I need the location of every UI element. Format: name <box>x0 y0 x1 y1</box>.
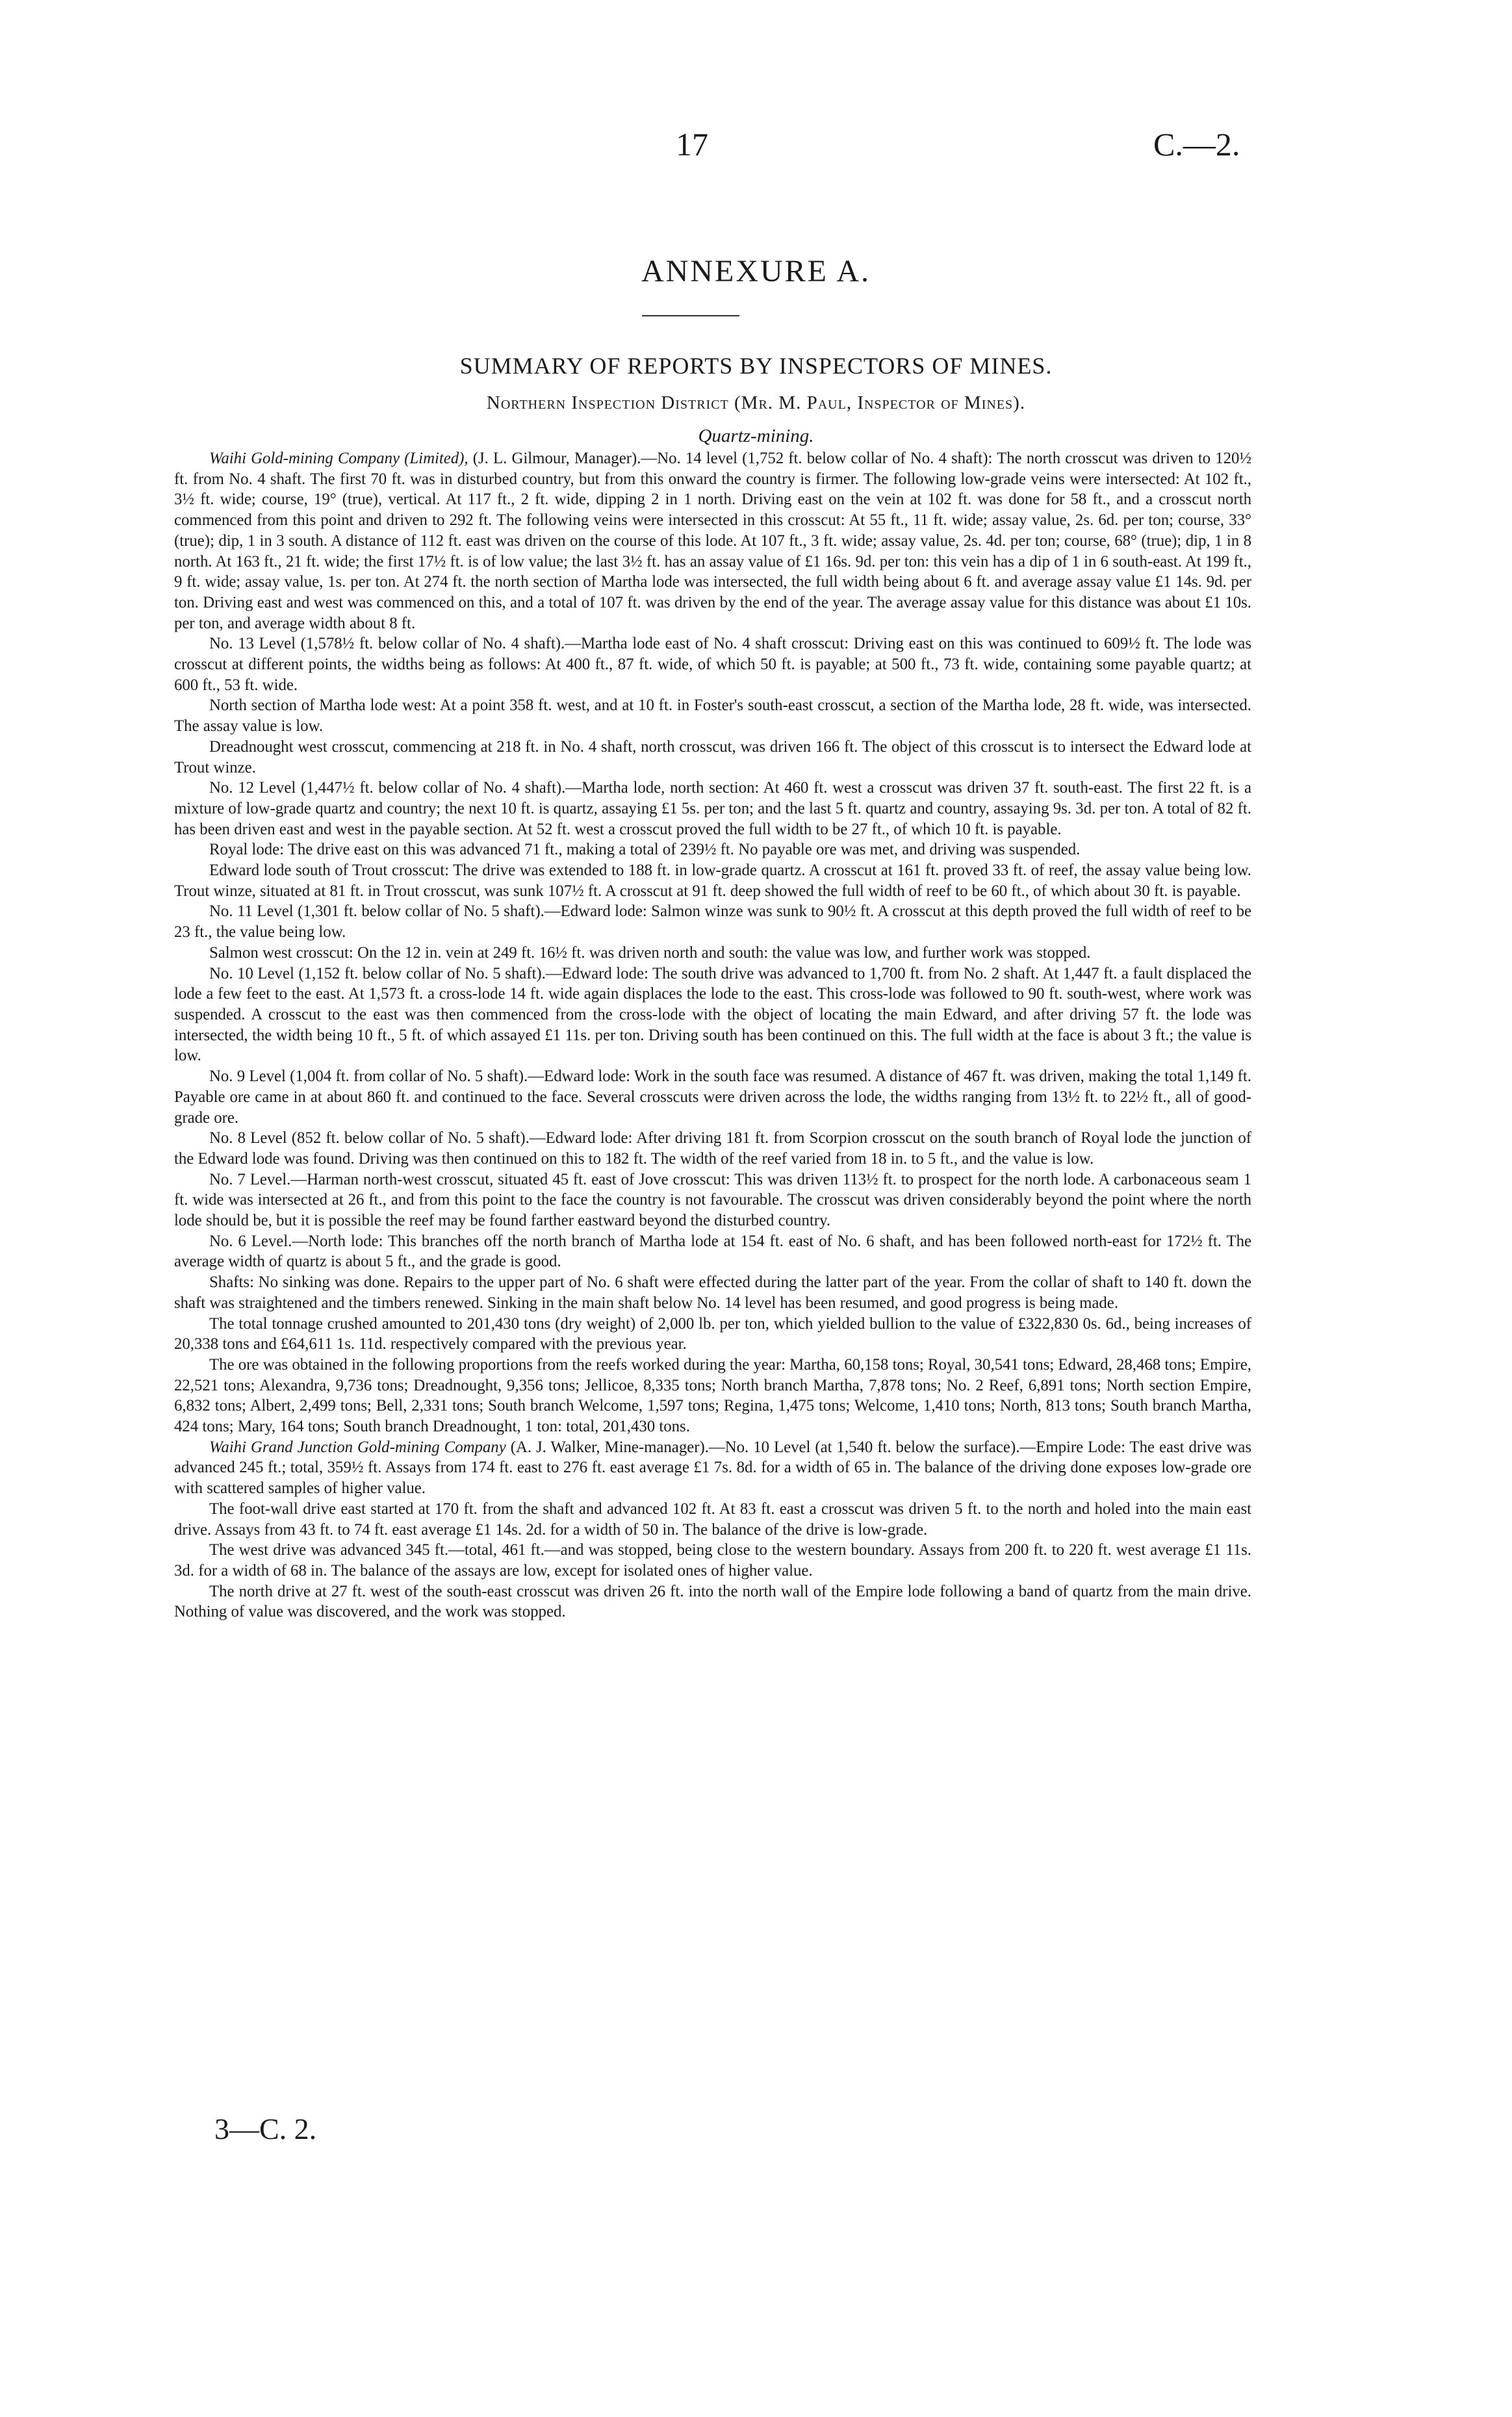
paragraph: The total tonnage crushed amounted to 201,430 tons (dry weight) of 2,000 lb. per ton, which yielded bullion to the value of £322,830 0s. 6d., being increases of 20,338 tons and £64,611 1s. 11d. respectively compared with the previous year. <box>174 1314 1251 1353</box>
page-number: 17 <box>676 126 708 162</box>
paragraph: The ore was obtained in the following proportions from the reefs worked during the year: Martha, 60,158 tons; Royal, 30,541 tons; Edward, 28,468 tons; Empire, 22,521 tons; Alexandra, 9,736 tons; Dreadnought, 9,356 tons; Jellicoe, 8,335 tons; North branch Martha, 7,878 tons; No. 2 Reef, 6,891 tons; North section Empire, 6,832 tons; Albert, 2,499 tons; Bell, 2,331 tons; South branch Welcome, 1,597 tons; Regina, 1,475 tons; Welcome, 1,410 tons; North, 813 tons; South branch Martha, 424 tons; Mary, 164 tons; South branch Dreadnought, 1 ton: total, 201,430 tons. <box>174 1355 1251 1436</box>
district-heading: Northern Inspection District (Mr. M. Paul, Inspector of Mines). <box>486 392 1026 413</box>
document-reference: C.—2. <box>1153 126 1240 162</box>
company-name: Waihi Grand Junction Gold-mining Company <box>209 1438 506 1456</box>
paragraph: Salmon west crosscut: On the 12 in. vein at 249 ft. 16½ ft. was driven north and south: the value was low, and further work was stopped. <box>209 943 1091 962</box>
paragraph: No. 12 Level (1,447½ ft. below collar of No. 4 shaft).—Martha lode, north section: At 460 ft. west a crosscut was driven 37 ft. south-east. The first 22 ft. is a mixture of low-grade quartz and country; the next 10 ft. is quartz, assaying £1 5s. per ton; and the last 5 ft. quartz and country, assaying 9s. 3d. per ton. A total of 82 ft. has been driven east and west in the payable section. At 52 ft. west a crosscut proved the full width to be 27 ft., of which 10 ft. is payable. <box>174 779 1251 838</box>
paragraph: North section of Martha lode west: At a point 358 ft. west, and at 10 ft. in Foster's south-east crosscut, a section of the Martha lode, 28 ft. wide, was intersected. The assay value is low. <box>174 697 1251 735</box>
paragraph: Shafts: No sinking was done. Repairs to the upper part of No. 6 shaft were effected during the latter part of the year. From the collar of shaft to 140 ft. down the shaft was straightened and the timbers renewed. Sinking in the main shaft below No. 14 level has been resumed, and good progress is being made. <box>174 1273 1251 1312</box>
paragraph: The north drive at 27 ft. west of the south-east crosscut was driven 26 ft. into the north wall of the Empire lode following a band of quartz from the main drive. Nothing of value was discovered, and the work was stopped. <box>174 1582 1251 1621</box>
signature-mark: 3—C. 2. <box>214 2112 317 2145</box>
section-heading: Quartz-mining. <box>698 426 814 446</box>
paragraph: No. 9 Level (1,004 ft. from collar of No. 5 shaft).—Edward lode: Work in the south face was resumed. A distance of 467 ft. was driven, making the total 1,149 ft. Payable ore came in at about 860 ft. and continued to the face. Several crosscuts were driven across the lode, the widths ranging from 13½ ft. to 22½ ft., all of good-grade ore. <box>174 1068 1251 1127</box>
paragraph: No. 7 Level.—Harman north-west crosscut, situated 45 ft. east of Jove crosscut: This was driven 113½ ft. to prospect for the north lode. A carbonaceous seam 1 ft. wide was intersected at 26 ft., and from this point to the face the country is not favourable. The crosscut was driven considerably beyond the point where the north lode should be, but it is possible the reef may be found farther eastward beyond the disturbed country. <box>174 1170 1251 1230</box>
paragraph <box>174 448 1251 633</box>
paragraph: Royal lode: The drive east on this was advanced 71 ft., making a total of 239½ ft. No payable ore was met, and driving was suspended. <box>209 841 1081 859</box>
paragraph: Dreadnought west crosscut, commencing at 218 ft. in No. 4 shaft, north crosscut, was driven 166 ft. The object of this crosscut is to intersect the Edward lode at Trout winze. <box>174 737 1251 776</box>
annexure-title: ANNEXURE A. <box>641 254 871 288</box>
paragraph: No. 8 Level (852 ft. below collar of No. 5 shaft).—Edward lode: After driving 181 ft. from Scorpion crosscut on the south branch of Royal lode the junction of the Edward lode was found. Driving was then continued on this to 182 ft. The width of the reef varied from 18 in. to 5 ft., and the value is low. <box>174 1129 1251 1168</box>
title-divider <box>642 315 739 316</box>
paragraph: No. 11 Level (1,301 ft. below collar of No. 5 shaft).—Edward lode: Salmon winze was sunk to 90½ ft. A crosscut at this depth proved the full width of reef to be 23 ft., the value being low. <box>174 902 1251 941</box>
paragraph: The west drive was advanced 345 ft.—total, 461 ft.—and was stopped, being close to the western boundary. Assays from 200 ft. to 220 ft. west average £1 11s. 3d. for a width of 68 in. The balance of the assays are low, except for isolated ones of higher value. <box>174 1541 1251 1579</box>
paragraph <box>174 1437 1251 1499</box>
paragraph: No. 13 Level (1,578½ ft. below collar of No. 4 shaft).—Martha lode east of No. 4 shaft crosscut: Driving east on this was continued to 609½ ft. The lode was crosscut at different points, the widths being as follows: At 400 ft., 87 ft. wide, of which 50 ft. is payable; at 500 ft., 73 ft. wide, containing some payable quartz; at 600 ft., 53 ft. wide. <box>174 635 1251 694</box>
paragraph-text: (A. J. Walker, Mine-manager).—No. 10 Level (at 1,540 ft. below the surface).—Empire Lode: The east drive was advanced 245 ft.; total, 359½ ft. Assays from 174 ft. east to 276 ft. east average £1 7s. 8d. for a width of 65 in. The balance of the driving done exposes low-grade ore with scattered samples of higher value. <box>174 1438 1251 1498</box>
paragraph: The foot-wall drive east started at 170 ft. from the shaft and advanced 102 ft. At 83 ft. east a crosscut was driven 5 ft. to the north and holed into the main east drive. Assays from 43 ft. to 74 ft. east average £1 14s. 2d. for a width of 50 in. The balance of the drive is low-grade. <box>174 1500 1251 1539</box>
paragraph: Edward lode south of Trout crosscut: The drive was extended to 188 ft. in low-grade quartz. A crosscut at 161 ft. proved 33 ft. of reef, the assay value being low. Trout winze, situated at 81 ft. in Trout crosscut, was sunk 107½ ft. A crosscut at 91 ft. deep showed the full width of reef to be 60 ft., of which about 30 ft. is payable. <box>174 862 1251 900</box>
summary-title: SUMMARY OF REPORTS BY INSPECTORS OF MINES. <box>459 353 1053 379</box>
company-name: Waihi Gold-mining Company (Limited), <box>209 450 468 467</box>
report-body <box>174 448 1251 1622</box>
paragraph: No. 10 Level (1,152 ft. below collar of No. 5 shaft).—Edward lode: The south drive was advanced to 1,700 ft. from No. 2 shaft. At 1,447 ft. a fault displaced the lode a few feet to the east. At 1,573 ft. a cross-lode 14 ft. wide again displaces the lode to the east. This cross-lode was followed to 90 ft. south-west, where work was suspended. A crosscut to the east was then commenced from the cross-lode with the object of locating the main Edward, and after driving 57 ft. the lode was intersected, the width being 10 ft., 5 ft. of which assayed £1 11s. per ton. Driving south has been continued on this. The full width at the face is about 3 ft.; the value is low. <box>174 964 1251 1065</box>
paragraph-text: (J. L. Gilmour, Manager).—No. 14 level (1,752 ft. below collar of No. 4 shaft): The north crosscut was driven to 120½ ft. from No. 4 shaft. The first 70 ft. was in disturbed country, but from this onward the country is firmer. The following low-grade veins were intersected: At 102 ft., 3½ ft. wide; course, 19° (true), vertical. At 117 ft., 2 ft. wide, dipping 2 in 1 north. Driving east on the vein at 102 ft. was done for 58 ft., and a crosscut north commenced from this point and driven to 292 ft. The following veins were intersected in this crosscut: At 55 ft., 11 ft. wide; assay value, 2s. 6d. per ton; course, 33° (true); dip, 1 in 3 south. A distance of 112 ft. east was driven on the course of this lode. At 107 ft., 3 ft. wide; assay value, 2s. 4d. per ton; course, 68° (true); dip, 1 in 8 north. At 163 ft., 21 ft. wide; the first 17½ ft. is of low value; the last 3½ ft. has an assay value of £1 16s. 9d. per ton: this vein has a dip of 1 in 6 south-east. At 199 ft., 9 ft. wide; assay value, 1s. per ton. At 274 ft. the north section of Martha lode was intersected, the full width being about 6 ft. and average assay value £1 14s. 9d. per ton. Driving east and west was commenced on this, and a total of 107 ft. was driven by the end of the year. The average assay value for this distance was about £1 10s. per ton, and average width about 8 ft. <box>174 450 1251 632</box>
paragraph: No. 6 Level.—North lode: This branches off the north branch of Martha lode at 154 ft. east of No. 6 shaft, and has been followed north-east for 172½ ft. The average width of quartz is about 5 ft., and the grade is good. <box>174 1232 1251 1271</box>
